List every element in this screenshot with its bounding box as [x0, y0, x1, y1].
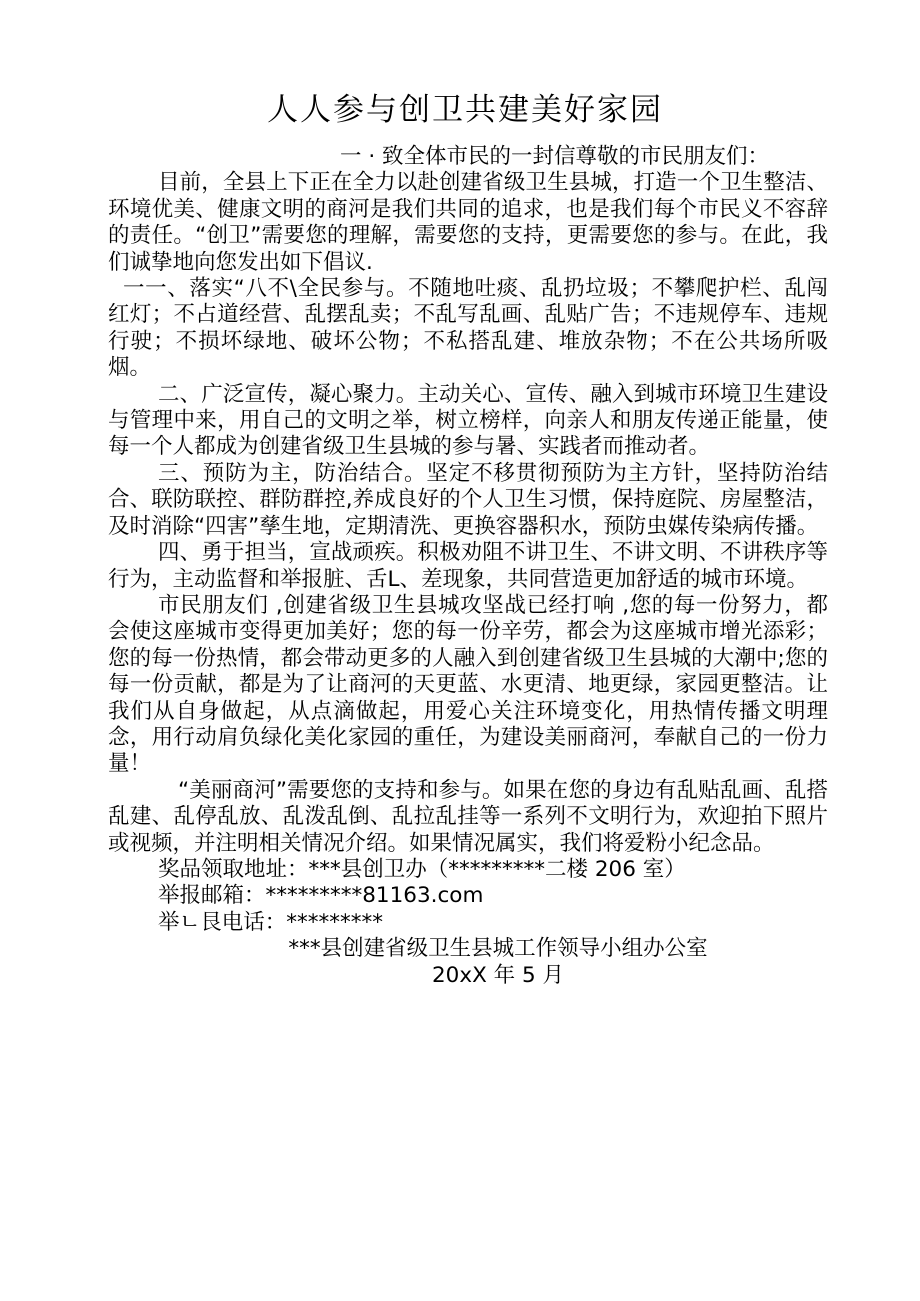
- prize-address: 奖品领取地址：***县创卫办（*********二楼 206 室）: [158, 856, 686, 882]
- initiative-item-3: 三、预防为主，防治结合。坚定不移贯彻预防为主方针，坚持防治结合、联防联控、群防群控,养成良好的个人卫生习惯，保持庭院、房屋整洁，及时消除“四害”孳生地，定期清洗、更换容器积水，预防虫媒传染病传播。: [108, 460, 828, 539]
- report-paragraph: “美丽商河”需要您的支持和参与。如果在您的身边有乱贴乱画、乱搭乱建、乱停乱放、乱泼乱倒、乱拉乱挂等一系列不文明行为，欢迎拍下照片或视频，并注明相关情况介绍。如果情况属实，我们将爱粉小纪念品。: [108, 777, 828, 856]
- appeal-paragraph: 市民朋友们 ,创建省级卫生县城攻坚战已经打响 ,您的每一份努力，都会使这座城市变得更加美好；您的每一份辛劳，都会为这座城市增光添彩；您的每一份热情，都会带动更多的人融入到创建省级卫生县城的大潮中;您的每一份贡献，都是为了让商河的天更蓝、水更清、地更绿，家园更整洁。让我们从自身做起，从点滴做起，用爱心关注环境变化，用热情传播文明理念，用行动肩负绿化美化家园的重任，为建设美丽商河，奉献自己的一份力量！: [108, 592, 828, 777]
- date-line: 20xX 年 5 月: [432, 962, 564, 988]
- signature-line: ***县创建省级卫生县城工作领导小组办公室: [288, 936, 708, 962]
- initiative-item-1: 一一、落实“八不\全民参与。不随地吐痰、乱扔垃圾；不攀爬护栏、乱闯红灯；不占道经营、乱摆乱卖；不乱写乱画、乱贴广告；不违规停车、违规行驶；不损坏绿地、破坏公物；不私搭乱建、堆放杂物；不在公共场所吸烟。: [108, 276, 828, 381]
- initiative-item-2: 二、广泛宣传，凝心聚力。主动关心、宣传、融入到城市环境卫生建设与管理中来，用自己的文明之举，树立榜样，向亲人和朋友传递正能量，使每一个人都成为创建省级卫生县城的参与暑、实践者而推动者。: [108, 381, 828, 460]
- document-title: 人人参与创卫共建美好家园: [267, 92, 663, 128]
- letter-body: [108, 144, 828, 989]
- greeting-line: 一 · 致全体市民的一封信尊敬的市民朋友们：: [340, 144, 770, 169]
- intro-paragraph: 目前，全县上下正在全力以赴创建省级卫生县城，打造一个卫生整洁、环境优美、健康文明的商河是我们共同的追求，也是我们每个市民义不容辞的责任。“创卫”需要您的理解，需要您的支持，更需要您的参与。在此，我们诚挚地向您发出如下倡议.: [108, 170, 828, 275]
- report-phone: 举ㄴ艮电话：*********: [158, 909, 384, 935]
- initiative-item-4: 四、勇于担当，宣战顽疾。积极劝阻不讲卫生、不讲文明、不讲秩序等行为，主动监督和举报脏、舌L、差现象，共同营造更加舒适的城市环境。: [108, 540, 828, 592]
- report-email: 举报邮箱：*********81163.com: [158, 883, 484, 909]
